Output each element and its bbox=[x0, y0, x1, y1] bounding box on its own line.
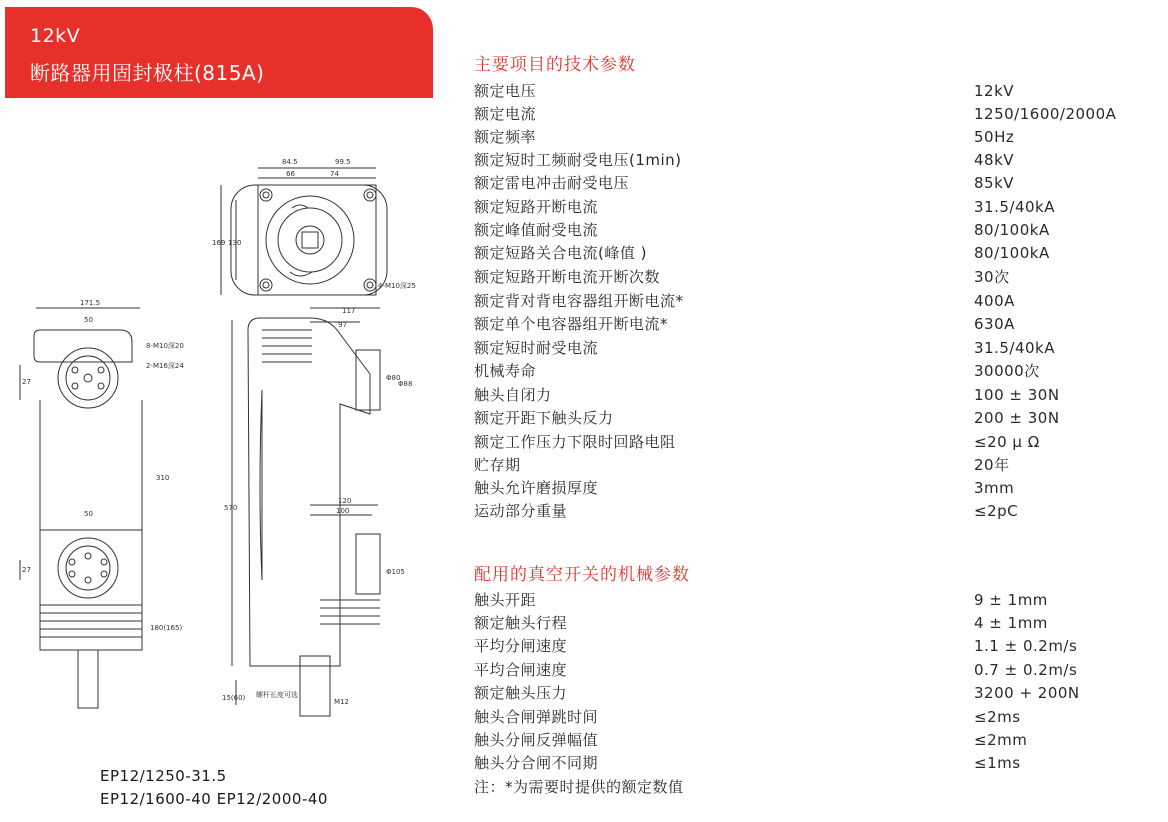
dim-label: 171.5 bbox=[80, 299, 101, 307]
spec-value: 1250/1600/2000A bbox=[974, 105, 1117, 123]
dim-label: 螺杆长度可选 bbox=[256, 691, 298, 699]
spec-value: 0.7 ± 0.2m/s bbox=[974, 661, 1078, 679]
spec-row bbox=[474, 635, 1154, 657]
spec-value: 50Hz bbox=[974, 128, 1015, 146]
spec-row bbox=[474, 454, 1154, 476]
dim-label: Φ88 bbox=[398, 380, 413, 388]
spec-row bbox=[474, 384, 1154, 406]
spec-label: 额定工作压力下限时回路电阻 bbox=[474, 433, 676, 451]
spec-label: 额定频率 bbox=[474, 128, 537, 146]
spec-row bbox=[474, 266, 1154, 288]
spec-value: 20年 bbox=[974, 456, 1010, 474]
dim-label: 50 bbox=[84, 510, 93, 518]
dim-label: 27 bbox=[22, 566, 31, 574]
spec-label: 贮存期 bbox=[474, 456, 521, 474]
spec-value: ≤2pC bbox=[974, 502, 1019, 520]
spec-row bbox=[474, 659, 1154, 681]
spec-label: 平均分闸速度 bbox=[474, 637, 568, 655]
spec-row bbox=[474, 477, 1154, 499]
dim-label: 8-M10深20 bbox=[146, 342, 184, 350]
spec-label: 额定短路关合电流(峰值 ) bbox=[474, 244, 647, 262]
dim-label: 570 bbox=[224, 504, 238, 512]
top-view-drawing bbox=[221, 168, 387, 295]
spec-value: 12kV bbox=[974, 82, 1015, 100]
spec-label: 额定单个电容器组开断电流* bbox=[474, 315, 669, 333]
dim-label: 66 bbox=[286, 170, 295, 178]
spec-row bbox=[474, 290, 1154, 312]
footnote: 注：*为需要时提供的额定数值 bbox=[474, 778, 684, 796]
model-line-1: EP12/1250-31.5 bbox=[100, 767, 227, 785]
dim-label: 4-M10深25 bbox=[378, 282, 416, 290]
dim-label: 120 bbox=[338, 497, 352, 505]
spec-label: 额定短时耐受电流 bbox=[474, 339, 599, 357]
spec-value: 30000次 bbox=[974, 362, 1040, 380]
spec-value: 31.5/40kA bbox=[974, 339, 1055, 357]
dim-label: 117 bbox=[342, 307, 356, 315]
side-view-drawing bbox=[232, 308, 380, 716]
spec-value: ≤20 μ Ω bbox=[974, 433, 1040, 451]
spec-row bbox=[474, 172, 1154, 194]
spec-row bbox=[474, 589, 1154, 611]
spec-value: ≤1ms bbox=[974, 754, 1021, 772]
spec-value: 200 ± 30N bbox=[974, 409, 1060, 427]
spec-label: 触头自闭力 bbox=[474, 386, 552, 404]
spec-row bbox=[474, 126, 1154, 148]
spec-value: 1.1 ± 0.2m/s bbox=[974, 637, 1078, 655]
spec-row bbox=[474, 219, 1154, 241]
dim-label: Φ105 bbox=[386, 568, 405, 576]
spec-row bbox=[474, 612, 1154, 634]
spec-label: 触头分合闸不同期 bbox=[474, 754, 599, 772]
spec-label: 额定背对背电容器组开断电流* bbox=[474, 292, 684, 310]
spec-label: 额定电流 bbox=[474, 105, 537, 123]
dim-label: 15(60) bbox=[222, 694, 246, 702]
spec-value: ≤2mm bbox=[974, 731, 1028, 749]
spec-value: 48kV bbox=[974, 151, 1015, 169]
spec-value: 100 ± 30N bbox=[974, 386, 1060, 404]
spec-row bbox=[474, 149, 1154, 171]
spec-value: 80/100kA bbox=[974, 244, 1050, 262]
spec-value: 3mm bbox=[974, 479, 1015, 497]
spec-label: 额定触头行程 bbox=[474, 614, 568, 632]
dim-label: 100 bbox=[336, 507, 350, 515]
mech-section-title: 配用的真空开关的机械参数 bbox=[474, 565, 690, 585]
spec-row bbox=[474, 500, 1154, 522]
product-title: 断路器用固封极柱(815A) bbox=[30, 61, 265, 85]
spec-label: 额定峰值耐受电流 bbox=[474, 221, 599, 239]
spec-value: 3200 + 200N bbox=[974, 684, 1080, 702]
dim-label: 130 bbox=[228, 239, 242, 247]
spec-label: 额定短路开断电流 bbox=[474, 198, 599, 216]
dim-label: 2-M16深24 bbox=[146, 362, 184, 370]
spec-row bbox=[474, 682, 1154, 704]
spec-value: 630A bbox=[974, 315, 1015, 333]
dim-label: 74 bbox=[330, 170, 339, 178]
dim-label: 169 bbox=[212, 239, 226, 247]
spec-label: 运动部分重量 bbox=[474, 502, 568, 520]
spec-row bbox=[474, 196, 1154, 218]
spec-value: 31.5/40kA bbox=[974, 198, 1055, 216]
spec-value: ≤2ms bbox=[974, 708, 1021, 726]
spec-row bbox=[474, 242, 1154, 264]
dim-label: 84.5 bbox=[282, 158, 298, 166]
dim-label: Φ80 bbox=[386, 374, 401, 382]
spec-row bbox=[474, 706, 1154, 728]
spec-row bbox=[474, 360, 1154, 382]
dim-label: 310 bbox=[156, 474, 170, 482]
spec-row bbox=[474, 80, 1154, 102]
spec-label: 额定电压 bbox=[474, 82, 537, 100]
model-line-2: EP12/1600-40 EP12/2000-40 bbox=[100, 790, 328, 808]
spec-label: 额定雷电冲击耐受电压 bbox=[474, 174, 630, 192]
spec-label: 额定开距下触头反力 bbox=[474, 409, 614, 427]
dim-label: 50 bbox=[84, 316, 93, 324]
dim-label: M12 bbox=[334, 698, 349, 706]
dim-label: 180(165) bbox=[150, 624, 183, 632]
spec-value: 400A bbox=[974, 292, 1015, 310]
tech-section-title: 主要项目的技术参数 bbox=[474, 55, 636, 75]
spec-label: 额定触头压力 bbox=[474, 684, 568, 702]
spec-row bbox=[474, 729, 1154, 751]
spec-value: 4 ± 1mm bbox=[974, 614, 1048, 632]
spec-row bbox=[474, 103, 1154, 125]
dim-label: 99.5 bbox=[335, 158, 351, 166]
voltage-title: 12kV bbox=[30, 25, 81, 47]
technical-drawing bbox=[0, 0, 470, 822]
spec-row bbox=[474, 431, 1154, 453]
spec-label: 触头分闸反弹幅值 bbox=[474, 731, 599, 749]
spec-label: 机械寿命 bbox=[474, 362, 537, 380]
spec-label: 触头允许磨损厚度 bbox=[474, 479, 599, 497]
spec-label: 额定短时工频耐受电压(1min) bbox=[474, 151, 682, 169]
spec-label: 触头开距 bbox=[474, 591, 537, 609]
spec-value: 85kV bbox=[974, 174, 1015, 192]
spec-value: 80/100kA bbox=[974, 221, 1050, 239]
spec-row bbox=[474, 337, 1154, 359]
spec-row bbox=[474, 313, 1154, 335]
spec-label: 触头合闸弹跳时间 bbox=[474, 708, 599, 726]
spec-row bbox=[474, 407, 1154, 429]
spec-row bbox=[474, 752, 1154, 774]
spec-value: 30次 bbox=[974, 268, 1010, 286]
dim-label: 97 bbox=[338, 321, 347, 329]
dim-label: 27 bbox=[22, 378, 31, 386]
spec-label: 额定短路开断电流开断次数 bbox=[474, 268, 661, 286]
spec-label: 平均合闸速度 bbox=[474, 661, 568, 679]
front-view-drawing bbox=[20, 308, 142, 708]
spec-value: 9 ± 1mm bbox=[974, 591, 1048, 609]
